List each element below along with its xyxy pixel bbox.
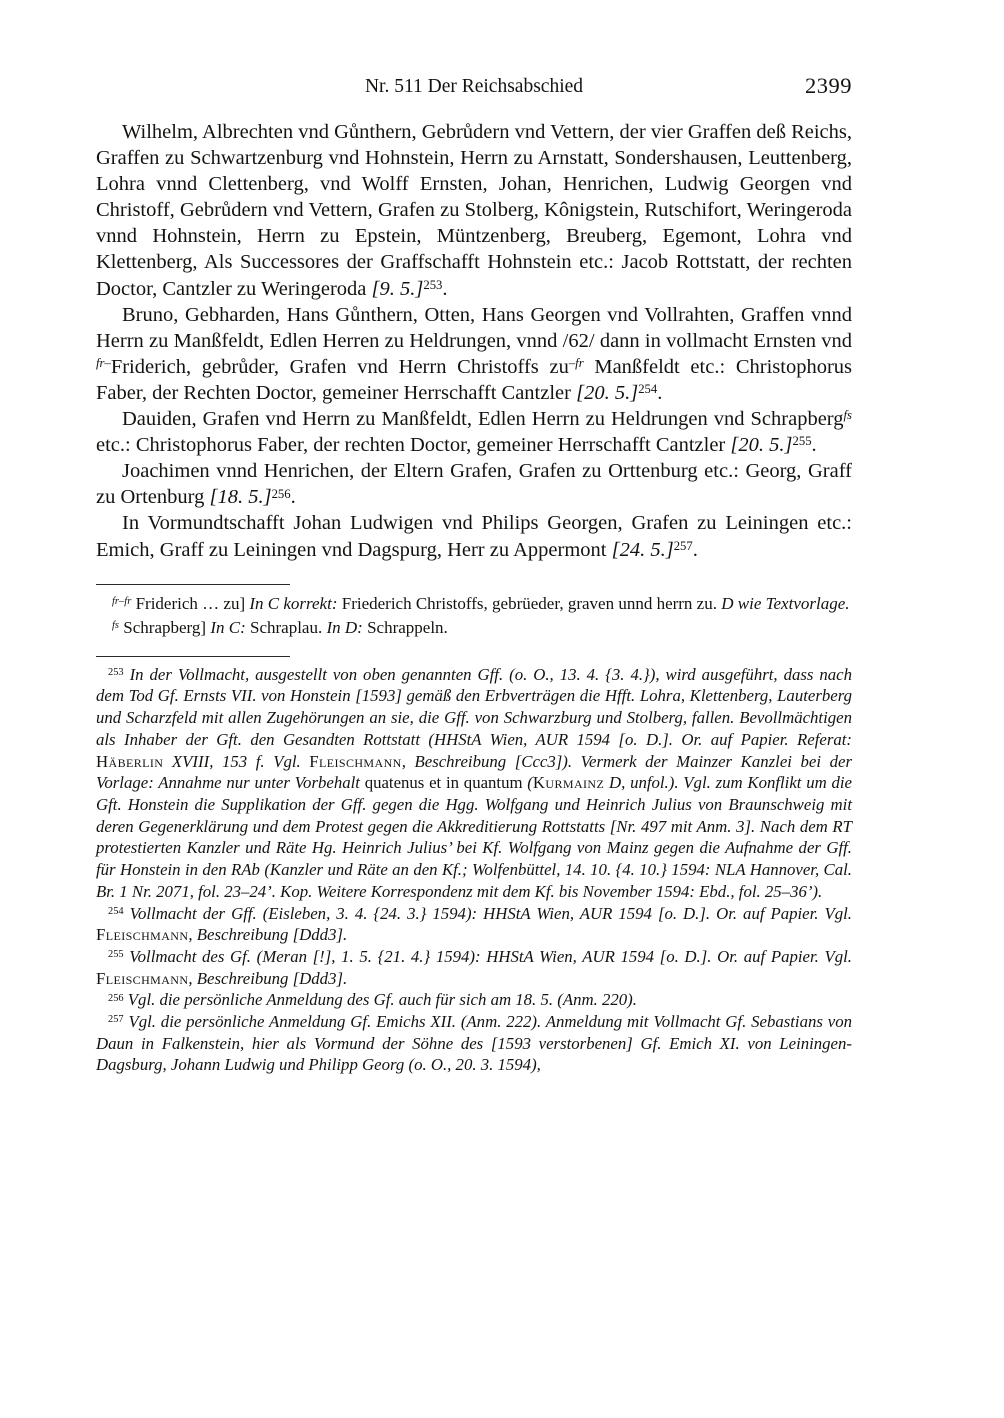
footnote-254: $^{254}$ Vollmacht der Gff. (Eisleben, 3. 4. {24. 3.} 1594): HHStA Wien, AUR 1594 [o. D.]. Or. auf Papier. Vgl. Fleischmann, Beschreibung [Ddd3]. — [96, 903, 852, 945]
footnotes-section — [96, 656, 852, 1076]
apparatus-entry: $^{fs}$ Schrapberg] In C: Schraplau. In D: Schrappeln. — [112, 618, 448, 638]
apparatus-entry: $^{fr-fr}$ Friderich … zu] In C korrekt: Friederich Christoffs, gebrüeder, graven unnd herrn zu. D wie Textvorlage. — [112, 593, 850, 613]
main-paragraph: Dauiden, Grafen vnd Herrn zu Manßfeldt, Edlen Herrn zu Heldrungen vnd Schrapberg$^{fs}$ etc.: Christophorus Faber, der rechten Doctor, gemeiner Herrschafft Cantzler [20. 5.]$^{255}$. — [96, 408, 852, 457]
main-paragraph: Joachimen vnnd Henrichen, der Eltern Grafen, Grafen zu Orttenburg etc.: Georg, Graff zu Ortenburg [18. 5.]$^{256}$. — [96, 460, 852, 509]
footnote-256: $^{256}$ Vgl. die persönliche Anmeldung des Gf. auch für sich am 18. 5. (Anm. 220). — [108, 990, 637, 1010]
footnote-255: $^{255}$ Vollmacht des Gf. (Meran [!], 1. 5. {21. 4.} 1594): HHStA Wien, AUR 1594 [o. D.]. Or. auf Papier. Vgl. Fleischmann, Beschreibung [Ddd3]. — [96, 946, 852, 988]
main-text-block — [96, 119, 852, 563]
main-paragraph: Wilhelm, Albrechten vnd Gůnthern, Gebrůdern vnd Vettern, der vier Graffen deß Reichs, Graffen zu Schwartzenburg vnd Hohnstein, Herrn zu Arnstatt, Sondershausen, Leuttenberg, Lohra vnnd Clettenberg, vnd Wolff Ernsten, Johan, Henrichen, Ludwig Georgen vnd Christoff, Gebrůdern vnd Vettern, Grafen zu Stolberg, Kônigstein, Rutschifort, Weringeroda vnnd Hohnstein, Herrn zu Epstein, Müntzenberg, Breuberg, Egemont, Lohra vnd Klettenberg, Als Successores der Graffschafft Hohnstein etc.: Jacob Rottstatt, der rechten Doctor, Cantzler zu Weringeroda [9. 5.]$^{253}$. — [96, 121, 852, 300]
running-head — [96, 73, 852, 104]
footnote-divider-rule — [96, 656, 290, 657]
critical-apparatus — [96, 584, 852, 641]
footnote-253: $^{253}$ In der Vollmacht, ausgestellt von oben genannten Gff. (o. O., 13. 4. {3. 4.}), wird ausgeführt, dass nach dem Tod Gf. Ernsts VII. von Honstein [1593] gemäß den Erbverträgen die Hfft. Lohra, Klettenberg, Lauterberg und Scharzfeld mit allen Zugehörungen an sie, die Gff. von Schwarzburg und Stolberg, fallen. Bevollmächtigen als Inhaber der Gft. den Gesandten Rottstatt (HHStA Wien, AUR 1594 [o. D.]. Or. auf Papier. Referat: Häberlin XVIII, 153 f. Vgl. Fleischmann, Beschreibung [Ccc3]). Vermerk der Mainzer Kanzlei bei der Vorlage: Annahme nur unter Vorbehalt quatenus et in quantum (Kurmainz D, unfol.). Vgl. zum Konflikt um die Gft. Honstein die Supplikation der Gff. gegen die Hgg. Wolfgang und Heinrich Julius von Braunschweig mit deren Gegenerklärung und dem Protest gegen die Akkreditierung Rottstatts [Nr. 497 mit Anm. 3]. Nach dem RT protestierten Kanzler und Räte Hg. Heinrich Julius’ bei Kf. Wolfgang von Mainz gegen die Aufnahme der Gff. für Honstein in den RAb (Kanzler und Räte an den Kf.; Wolfenbüttel, 14. 10. {4. 10.} 1594: NLA Hannover, Cal. Br. 1 Nr. 2071, fol. 23–24’. Kop. Weitere Korrespondenz mit dem Kf. bis November 1594: Ebd., fol. 25–36’). — [96, 664, 852, 901]
footnote-257: $^{257}$ Vgl. die persönliche Anmeldung Gf. Emichs XII. (Anm. 222). Anmeldung mit Vollmacht Gf. Sebastians von Daun in Falkenstein, hier als Vormund der Söhne des [1593 verstorbenen] Gf. Emich XI. von Leiningen-Dagsburg, Johann Ludwig und Philipp Georg (o. O., 20. 3. 1594), — [96, 1012, 852, 1075]
running-head-title: Nr. 511 Der Reichsabschied — [364, 76, 584, 97]
main-paragraph: In Vormundtschafft Johan Ludwigen vnd Philips Georgen, Grafen zu Leiningen etc.: Emich, Graff zu Leiningen vnd Dagspurg, Herr zu Appermont [24. 5.]$^{257}$. — [96, 512, 852, 561]
page-number: 2399 — [805, 73, 852, 98]
apparatus-divider-rule — [96, 584, 290, 585]
main-paragraph: Bruno, Gebharden, Hans Gůnthern, Otten, Hans Georgen vnd Vollrahten, Graffen vnnd Herrn zu Manßfeldt, Edlen Herren zu Heldrungen, vnnd /62/ dann in vollmacht Ernsten vnd $^{fr-}$Friderich, gebrůder, Grafen vnd Herrn Christoffs $zu^{-fr}$ Manßfeldt etc.: Christophorus Faber, der Rechten Doctor, gemeiner Herrschafft Cantzler [20. 5.]$^{254}$. — [96, 303, 852, 404]
